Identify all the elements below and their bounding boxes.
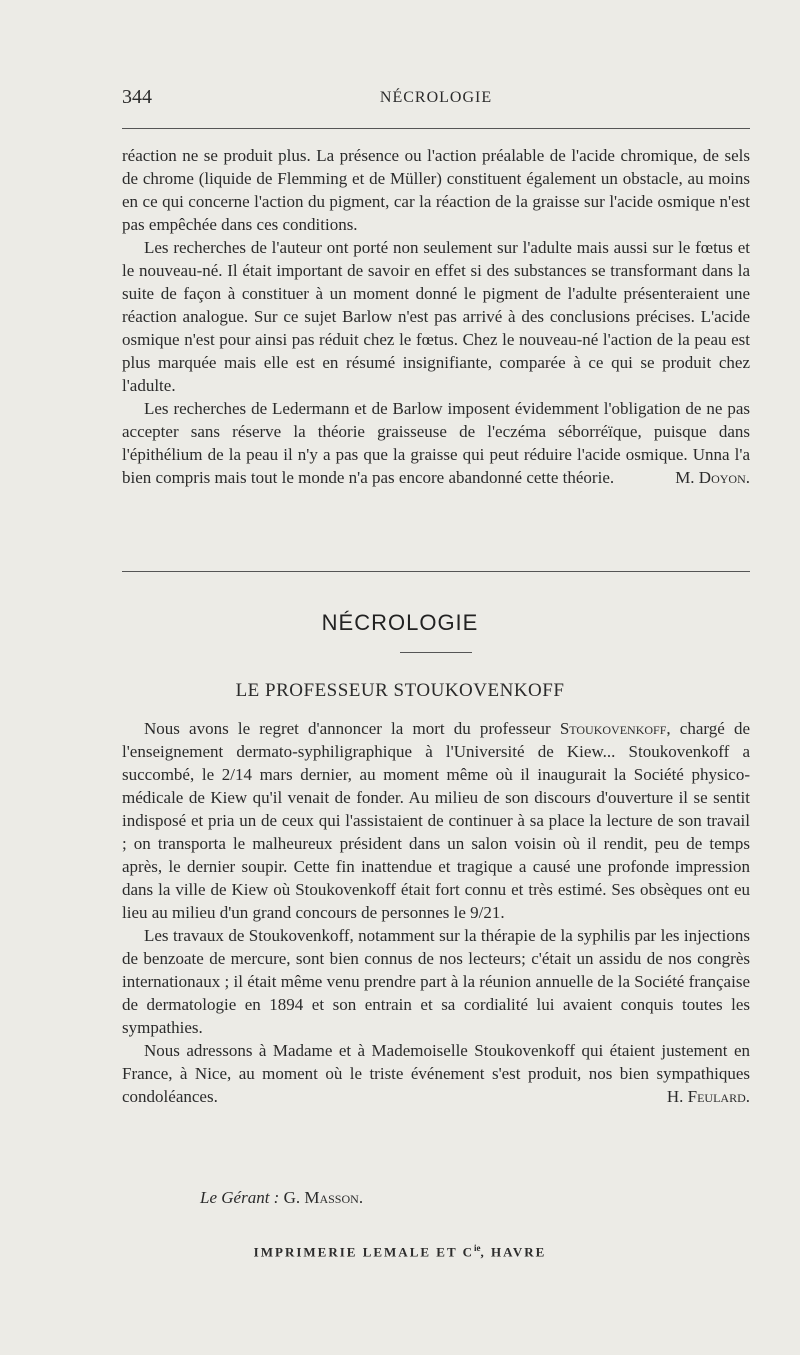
review-signature: M. Doyon. <box>675 468 750 487</box>
section-title: NÉCROLOGIE <box>321 610 479 635</box>
section-rule <box>122 571 750 572</box>
running-header <box>122 86 750 114</box>
header-rule <box>122 128 750 129</box>
imprint-text: IMPRIMERIE LEMALE ET C <box>253 1244 475 1260</box>
obituary-text-span: Nous adressons à Madame et à Mademoiselle Stoukovenkoff qui étaient justement en France, à Nice, au moment où le triste événement s'est produit, nos bien sympathiques condoléances. <box>122 1041 750 1106</box>
obituary-paragraph <box>122 717 750 924</box>
obituary-paragraph: Les travaux de Stoukovenkoff, notamment sur la thérapie de la syphilis par les injections de benzoate de mercure, sont bien connus de nos lecteurs; c'était un assidu de nos congrès internationaux ; il était même venu prendre part à la réunion annuelle de la Société française de dermatologie en 1894 et son entrain et sa cordialité lui avaient conquis toutes les sympathies. <box>122 926 750 1037</box>
page-number: 344 <box>122 86 152 108</box>
professor-name: Stoukovenkoff <box>559 719 667 738</box>
obituary-title: LE PROFESSEUR STOUKOVENKOFF <box>235 680 565 701</box>
review-paragraph-text: Les recherches de Ledermann et de Barlow imposent évidemment l'obligation de ne pas accepter sans réserve la théorie graisseuse de l'eczéma séborréïque, puisque dans l'épithélium de la peau il n'y a pas que la graisse qui peut réduire l'acide osmique. Unna l'a bien compris mais tout le monde n'a pas encore abandonné cette théorie. <box>122 399 750 487</box>
obituary-signature: H. Feulard. <box>666 1087 750 1106</box>
title-rule <box>400 652 472 653</box>
imprint-sup: ie <box>474 1243 481 1253</box>
obituary-text-span: Nous avons le regret d'annoncer la mort du professeur <box>144 719 560 738</box>
obituary-text <box>122 717 750 1108</box>
review-text <box>122 144 750 489</box>
review-paragraph: réaction ne se produit plus. La présence ou l'action préalable de l'acide chromique, de sels de chrome (liquide de Flemming et de Müller) constituent également un obstacle, au moins en ce qui concerne l'action du pigment, car la réaction de la graisse sur l'acide osmique n'est pas empêchée dans ces conditions. <box>122 146 750 234</box>
review-paragraph <box>122 397 750 489</box>
running-title: NÉCROLOGIE <box>379 89 493 106</box>
imprint-end: , HAVRE <box>480 1244 547 1260</box>
publisher-manager <box>200 1188 363 1208</box>
printer-imprint <box>0 1243 800 1260</box>
obituary-text-span: , chargé de l'enseignement dermato-syphiligraphique à l'Université de Kiew... Stoukovenkoff a succombé, le 2/14 mars dernier, au moment même où il inaugurait la Société physico-médicale de Kiew qu'il venait de fonder. Au milieu de son discours d'ouverture il se sentit indisposé et pria un de ceux qui l'assistaient de continuer à sa place la lecture de son travail ; on transporta le malheureux président dans un salon voisin où il rendit, peu de temps après, le dernier soupir. Cette fin inattendue et tragique a causé une profonde impression dans la ville de Kiew où Stoukovenkoff était fort connu et très estimé. Ses obsèques ont eu lieu au milieu d'un grand concours de personnes le 9/21. <box>122 719 750 922</box>
gerant-name: G. Masson. <box>283 1188 364 1207</box>
obituary-paragraph <box>122 1039 750 1108</box>
review-paragraph: Les recherches de l'auteur ont porté non seulement sur l'adulte mais aussi sur le fœtus et le nouveau-né. Il était important de savoir en effet si des substances se transformant dans la suite de façon à constituer à un moment donné le pigment de l'adulte présenteraient une réaction analogue. Sur ce sujet Barlow n'est pas arrivé à des conclusions précises. L'acide osmique n'est pour ainsi pas réduit chez le fœtus. Chez le nouveau-né l'action de la peau est plus marquée mais elle est en résumé insignifiante, comparée à ce qui se produit chez l'adulte. <box>122 238 750 395</box>
gerant-label: Le Gérant : <box>200 1188 280 1207</box>
